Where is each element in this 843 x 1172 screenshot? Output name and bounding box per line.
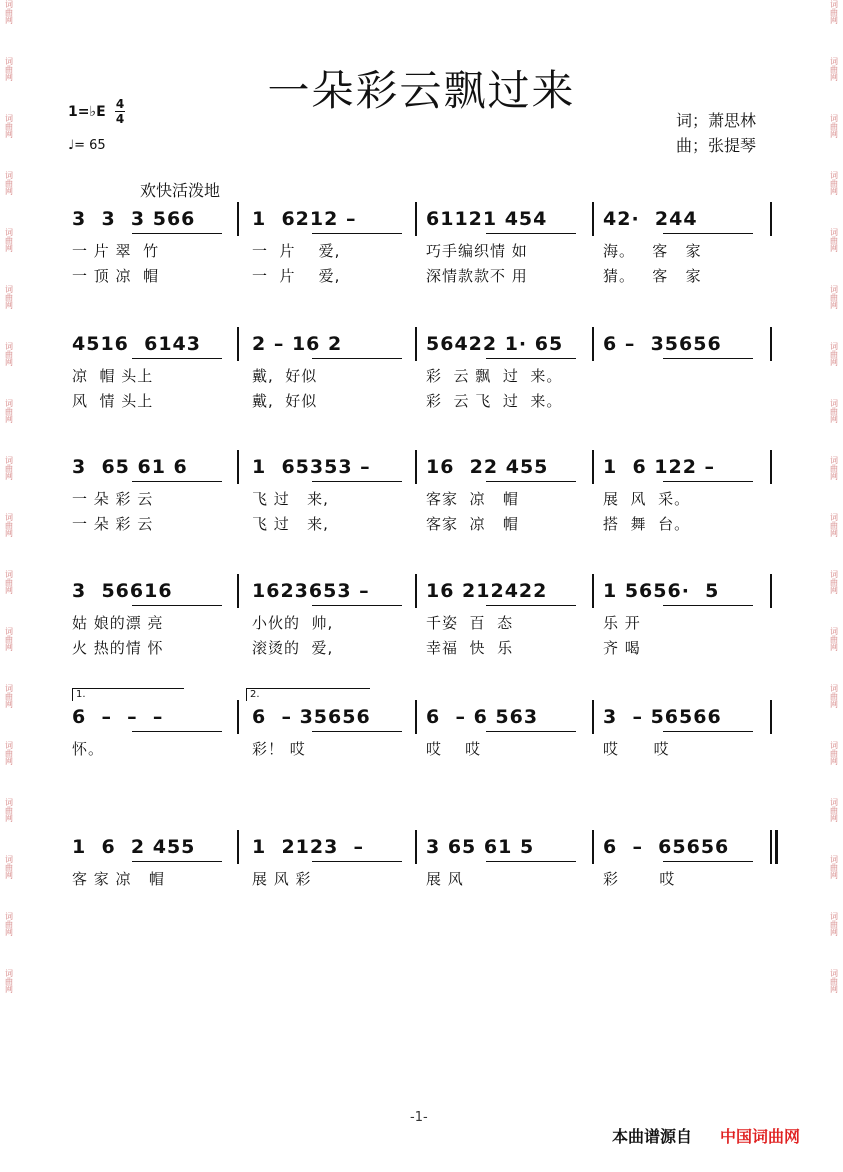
score-row (0, 689, 843, 826)
bar-line (592, 450, 594, 484)
beam-line (663, 358, 753, 359)
bar-line (415, 830, 417, 864)
tempo-marking: ♩= 65 (68, 138, 106, 153)
measure-notes: 1 65353 – (252, 456, 371, 478)
bar-line (415, 202, 417, 236)
lyric-line-1: 彩！ 哎 (252, 740, 306, 758)
lyric-line-1: 哎 哎 (426, 740, 482, 758)
bar-line (770, 830, 772, 864)
lyric-line-1: 怀。 (72, 740, 105, 758)
beam-line (312, 861, 402, 862)
lyric-line-2: 幸福 快 乐 (426, 639, 514, 657)
measure-notes: 16 212422 (426, 580, 548, 602)
bar-line (415, 450, 417, 484)
bar-line (237, 574, 239, 608)
measure-notes: 56422 1· 65 (426, 333, 564, 355)
score-row (0, 580, 843, 700)
lyric-line-1: 展 风 采。 (603, 490, 691, 508)
measure-notes: 1 6 122 – (603, 456, 716, 478)
measure-notes: 3 65 61 5 (426, 836, 535, 858)
bar-line (592, 830, 594, 864)
key-signature: 1=♭E (68, 104, 106, 120)
beam-line (312, 481, 402, 482)
bar-line (592, 700, 594, 734)
bar-line (415, 700, 417, 734)
beam-line (663, 481, 753, 482)
lyric-line-1: 客 家 凉 帽 (72, 870, 165, 888)
bar-line (415, 574, 417, 608)
measure-notes: 1 6212 – (252, 208, 357, 230)
measure-notes: 61121 454 (426, 208, 548, 230)
beam-line (486, 861, 576, 862)
lyric-line-1: 客家 凉 帽 (426, 490, 519, 508)
lyric-line-2: 火 热的情 怀 (72, 639, 164, 657)
bar-line (592, 574, 594, 608)
beam-line (486, 481, 576, 482)
bar-line (770, 574, 772, 608)
measure-notes: 6 – 6 563 (426, 706, 539, 728)
lyric-line-2: 搭 舞 台。 (603, 515, 691, 533)
bar-line (237, 830, 239, 864)
bar-line (592, 327, 594, 361)
lyric-line-2: 齐 喝 (603, 639, 641, 657)
page-number: -1- (410, 1110, 428, 1125)
measure-notes: 6 – 65656 (603, 836, 730, 858)
lyric-line-2: 一 片 爱, (252, 267, 341, 285)
beam-line (486, 358, 576, 359)
lyric-line-2: 戴, 好似 (252, 392, 318, 410)
bar-line (770, 327, 772, 361)
lyric-line-2: 滚烫的 爱, (252, 639, 334, 657)
composer: 曲；张提琴 (676, 136, 757, 155)
bar-line (237, 202, 239, 236)
measure-notes: 3 65 61 6 (72, 456, 188, 478)
beam-line (132, 605, 222, 606)
lyric-line-1: 一 朵 彩 云 (72, 490, 154, 508)
beam-line (663, 233, 753, 234)
beam-line (312, 605, 402, 606)
lyric-line-1: 乐 开 (603, 614, 641, 632)
score-row (0, 456, 843, 576)
meter-top: 4 (115, 97, 125, 111)
beam-line (663, 605, 753, 606)
lyric-line-1: 彩 哎 (603, 870, 676, 888)
measure-notes: 2 – 16 2 (252, 333, 343, 355)
beam-line (132, 861, 222, 862)
watermark-left: 词曲网 词曲网 词曲网 词曲网 词曲网 词曲网 词曲网 词曲网 词曲网 词曲网 词曲网 词曲网 词曲网 词曲网 词曲网 词曲网 词曲网 词曲网 (4, 0, 14, 993)
beam-line (132, 731, 222, 732)
beam-line (663, 731, 753, 732)
measure-notes: 4516 6143 (72, 333, 201, 355)
score-row (0, 333, 843, 453)
measure-notes: 6 – 35656 (603, 333, 722, 355)
lyric-line-1: 巧手编织情 如 (426, 242, 528, 260)
meter-bottom: 4 (115, 112, 125, 126)
lyric-line-1: 一 片 翠 竹 (72, 242, 160, 260)
score-row (0, 208, 843, 328)
score-row (0, 836, 843, 956)
measure-notes: 3 – 56566 (603, 706, 722, 728)
beam-line (312, 731, 402, 732)
measure-notes: 1 6 2 455 (72, 836, 196, 858)
lyric-line-1: 展 风 彩 (252, 870, 312, 888)
bar-line (237, 327, 239, 361)
volta-1: 1. (72, 688, 184, 701)
lyric-line-1: 展 风 (426, 870, 464, 888)
source-label: 本曲谱源自 (612, 1127, 693, 1146)
measure-notes: 1623653 – (252, 580, 370, 602)
lyric-line-1: 千姿 百 态 (426, 614, 514, 632)
measure-notes: 1 5656· 5 (603, 580, 720, 602)
lyric-line-1: 飞 过 来, (252, 490, 329, 508)
measure-notes: 6 – – – (72, 706, 164, 728)
beam-line (312, 358, 402, 359)
measure-notes: 3 56616 (72, 580, 173, 602)
bar-line (237, 450, 239, 484)
beam-line (486, 605, 576, 606)
measure-notes: 16 22 455 (426, 456, 549, 478)
bar-line (237, 700, 239, 734)
lyric-line-2: 一 顶 凉 帽 (72, 267, 160, 285)
expression-marking: 欢快活泼地 (140, 181, 221, 200)
lyric-line-1: 戴, 好似 (252, 367, 318, 385)
bar-line (592, 202, 594, 236)
watermark-right: 词曲网 词曲网 词曲网 词曲网 词曲网 词曲网 词曲网 词曲网 词曲网 词曲网 词曲网 词曲网 词曲网 词曲网 词曲网 词曲网 词曲网 词曲网 (829, 0, 839, 993)
bar-line (415, 327, 417, 361)
time-signature (115, 98, 125, 125)
lyric-line-2: 一 朵 彩 云 (72, 515, 154, 533)
lyric-line-1: 姑 娘的漂 亮 (72, 614, 164, 632)
song-title: 一朵彩云飘过来 (267, 66, 576, 115)
measure-notes: 1 2123 – (252, 836, 365, 858)
beam-line (486, 233, 576, 234)
lyric-line-2: 客家 凉 帽 (426, 515, 519, 533)
volta-2: 2. (246, 688, 370, 701)
beam-line (132, 233, 222, 234)
beam-line (486, 731, 576, 732)
lyric-line-2: 风 情 头上 (72, 392, 154, 410)
measure-notes: 42· 244 (603, 208, 698, 230)
beam-line (132, 481, 222, 482)
bar-line (770, 202, 772, 236)
measure-notes: 6 – 35656 (252, 706, 371, 728)
lyric-line-1: 哎 哎 (603, 740, 670, 758)
lyricist: 词；萧思林 (676, 111, 757, 130)
beam-line (312, 233, 402, 234)
beam-line (132, 358, 222, 359)
beam-line (663, 861, 753, 862)
lyric-line-1: 小伙的 帅, (252, 614, 334, 632)
lyric-line-1: 彩 云 飘 过 来。 (426, 367, 563, 385)
lyric-line-1: 一 片 爱, (252, 242, 341, 260)
lyric-line-1: 海。 客 家 (603, 242, 702, 260)
bar-line (770, 450, 772, 484)
lyric-line-2: 猜。 客 家 (603, 267, 702, 285)
bar-line (770, 700, 772, 734)
lyric-line-2: 彩 云 飞 过 来。 (426, 392, 563, 410)
credits (676, 108, 756, 158)
source-site: 中国词曲网 (720, 1127, 801, 1146)
lyric-line-2: 飞 过 来, (252, 515, 329, 533)
lyric-line-1: 凉 帽 头上 (72, 367, 154, 385)
lyric-line-2: 深情款款不 用 (426, 267, 528, 285)
final-bar-line (775, 830, 778, 864)
measure-notes: 3 3 3 566 (72, 208, 196, 230)
